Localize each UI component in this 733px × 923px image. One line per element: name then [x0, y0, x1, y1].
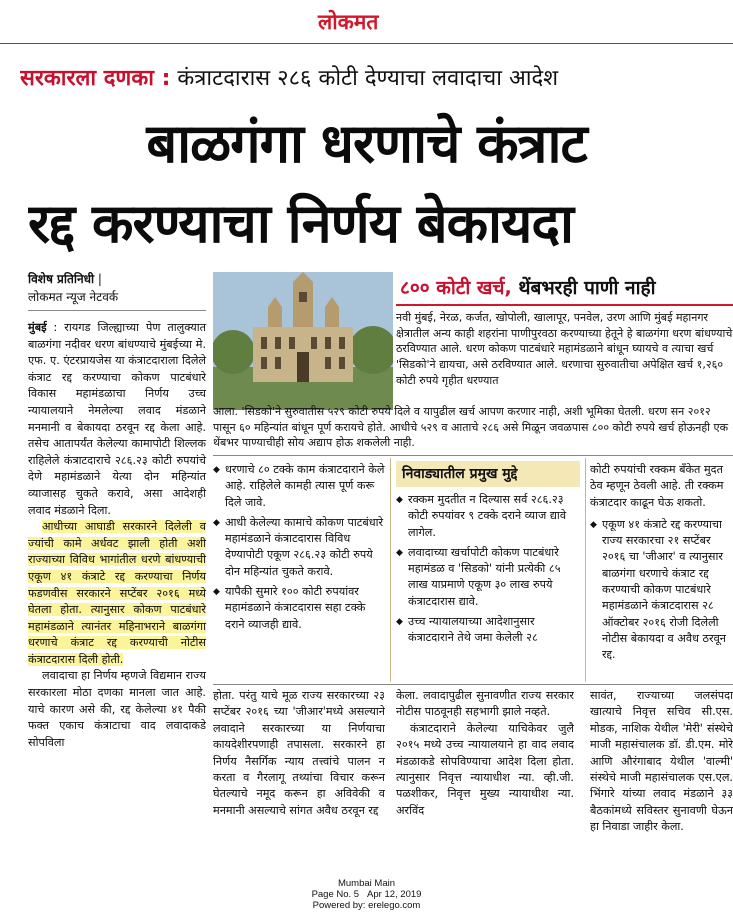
col4-para: सावंत, राज्याच्या जलसंपदा खात्याचे निवृत्त सचिव सी.एस. मोडक, नाशिक येथील 'मेरी' संस्थेचे माजी महासंचालक डॉ. डी.एम. मोरे आणि औरंगाबाद येथील 'वाल्मी' संस्थेचे माजी महासंचालक एस.एल. भिंगारे यांच्या लवाद मंडळाने ३३ बैठकांमध्ये सविस्तर सुनावणी घेऊन हा निवाडा जाहीर केला.: [590, 689, 733, 834]
byline-rule: [28, 310, 206, 311]
page-footer: [0, 878, 733, 911]
masthead: [0, 0, 733, 40]
footer-edition: Mumbai Main: [337, 878, 396, 889]
bullets-left: [213, 462, 385, 637]
lower-divider: [213, 684, 733, 685]
key-point-item: ◆ उच्च न्यायालयाच्या आदेशानुसार कंत्राटदाराने तेथे जमा केलेली २८: [396, 614, 578, 647]
sidebox-wide-paragraph: आला. 'सिडको'ने सुरुवातीस ५२९ कोटी रुपये दिले व यापुढील खर्च आपण करणार नाही, अशी भूमिका घेतली. धरण सन २०१२ पासून ६० महिन्यांत बांधून पूर्ण करायचे होते. आधीचे ५२९ व आताचे २८६ असे मिळून जवळपास ८०० कोटी रुपये खर्च होऊनही एक थेंबभर पाण्याचीही सोय अद्याप होऊ शकलेली नाही.: [213, 405, 729, 450]
sidebox-paragraph: नवी मुंबई, नेरळ, कर्जत, खोपोली, खालापूर, पनवेल, उरण आणि मुंबई महानगर क्षेत्रातील अन्य काही शहरांना पाणीपुरवठा करण्याच्या हेतूने हे बाळगंगा धरण बांधण्याचे ठरविण्यात आले. धरण कोकण पाटबंधारे महामंडळाने बांधून घ्यायचे व त्याचा खर्च 'सिडको'ने द्यायचा, असे ठरविण्यात आले. धरणाचा सुरुवातीचा अपेक्षित खर्च १,२६० कोटी रुपये गृहीत धरण्यात: [396, 311, 733, 387]
kicker-red: सरकारला दणका :: [20, 66, 171, 91]
col1-para-3: लवादाचा हा निर्णय म्हणजे विद्यमान राज्य सरकारला मोठा दणका मानला जात आहे. याचे कारण असे की, रद्द केलेल्या ४१ पैकी फक्त एकाच कंत्राटाचा वाद लवादाकडे सोपविला: [28, 669, 206, 749]
byline-name: विशेष प्रतिनिधी: [28, 272, 95, 286]
right-bullet-item: ◆ एकूण ४१ कंत्राटे रद्द करण्याचा राज्य सरकारचा २१ सप्टेंबर २०१६ चा 'जीआर' व त्यानुसार बाळगंगा धरणाचे कंत्राट रद्द करण्याची कोकण पाटबंधारे महामंडळाने कंत्राटदारास २८ ऑक्टोबर २०१६ रोजी दिलेली नोटीस बेकायदा व अवैध ठरवून रद्द.: [590, 517, 733, 664]
key-point-item: ◆ लवादाच्या खर्चापोटी कोकण पाटबंधारे महामंडळ व 'सिडको' यांनी प्रत्येकी ८५ लाख याप्रमाणे एकूण ३० लाख रुपये कंत्राटदारास द्यावे.: [396, 545, 578, 610]
left-bullet-item: ◆ धरणाचे ८० टक्के काम कंत्राटदाराने केले आहे. राहिलेले कामही त्यास पूर्ण करू दिले जावे.: [213, 462, 385, 511]
footer-powered[interactable]: Powered by: erelego.com: [312, 900, 421, 911]
column-2: [213, 688, 385, 819]
byline-agency: लोकमत न्यूज नेटवर्क: [28, 290, 119, 304]
col3-para-1: केला. लवादापुढील सुनावणीत राज्य सरकार नोटीस पाठवूनही सहभागी झाले नव्हते.: [396, 689, 574, 719]
kicker-line: [20, 64, 733, 94]
kicker-text: कंत्राटदारास २८६ कोटी देण्याचा लवादाचा आदेश: [177, 66, 559, 91]
column-1: [28, 320, 206, 751]
headline-line-1: बाळगंगा धरणाचे कंत्राट: [146, 112, 587, 175]
bombay-high-court-photo: [213, 272, 393, 410]
left-bullet-item: ◆ यापैकी सुमारे १०० कोटी रुपयांवर महामंडळाने कंत्राटदारास सहा टक्के दराने व्याजही द्यावे.: [213, 584, 385, 633]
sidebox-title-red: ८०० कोटी खर्च,: [400, 277, 512, 299]
headline-line-2: रद्द करण्याचा निर्णय बेकायदा: [28, 192, 574, 255]
footer-date: Apr 12, 2019: [367, 889, 422, 900]
sidebox-title: [396, 272, 733, 306]
lokmat-logo: लोकमत: [318, 10, 379, 34]
section-divider: [213, 455, 733, 456]
byline: विशेष प्रतिनिधी | लोकमत न्यूज नेटवर्क: [28, 272, 119, 304]
sidebox-title-black: थेंबभरही पाणी नाही: [511, 277, 656, 299]
left-bullet-item: ◆ आधी केलेल्या कामाचे कोकण पाटबंधारे महामंडळाने कंत्राटदारास विविध देण्यापोटी एकूण २८६.२३ कोटी रुपये दोन महिन्यांत चुकते करावे.: [213, 515, 385, 580]
col3-para-2: कंत्राटदाराने केलेल्या याचिकेवर जुलै २०१५ मध्ये उच्च न्यायालयाने हा वाद लवाद मंडळाकडे सोपविण्याचा आदेश दिला होता. त्यानुसार निवृत्त न्यायाधीश न्या. व्ही.जी. पळशीकर, निवृत्त मुख्य न्यायाधीश न्या. अरविंद: [396, 721, 574, 817]
col2-para: होता. परंतु याचे मूळ राज्य सरकारच्या २३ सप्टेंबर २०१६ च्या 'जीआर'मध्ये असल्याने लवादाने सरकारच्या या निर्णयाचा कायदेशीरपणाही तपासला. सरकारने हा निर्णय नैसर्गिक न्याय तत्त्वांचे पालन न करता व गैरलागू तथ्यांचा विचार करून घेतल्याचे नमूद करून हा अविवेकी व मनमानी असल्याचे सांगत अवैध ठरवून रद्द: [213, 689, 385, 817]
masthead-divider: [0, 43, 733, 44]
court-building-illustration: [213, 272, 393, 410]
column-3: [396, 688, 574, 819]
dateline: मुंबई: [28, 321, 47, 334]
col1-para-1: : रायगड जिल्ह्याच्या पेण तालुक्यात बाळगंगा नदीवर धरण बांधण्याचे मुंबईच्या मे. एफ. ए. एंटरप्रायजेस या कंत्राटदाराला दिलेले कंत्राट रद्द करण्याचा कोकण पाटबंधारे विकास महामंडळाचा निर्णय उच्च न्यायालयाने नेमलेल्या लवाद मंडळाने मनमानी व बेकायदा ठरवून रद्द केला आहे. तसेच आतापर्यंत केलेल्या कामापोटी शिल्लक राहिलेले कंत्राटदाराचे २८६.२३ कोटी रुपयांचे देणे महामंडळाने येत्या दोन महिन्यांत व्याजासह चुकते करावे, असा आदेशही लवाद मंडळाने दिला.: [28, 321, 206, 517]
footer-page: Page No. 5: [311, 889, 360, 900]
key-point-item: ◆ रक्कम मुदतीत न दिल्यास सर्व २८६.२३ कोटी रुपयांवर ९ टक्के दराने व्याज द्यावे लागेल.: [396, 492, 578, 541]
col1-para-2-highlighted: आधीच्या आघाडी सरकारने दिलेली व ज्यांची कामे अर्धवट झाली होती अशी राज्याच्या विविध भागांतील धरणे बांधण्याची एकूण ४१ कंत्राटे रद्द करण्याचा निर्णय फडणवीस सरकारने सप्टेंबर २०१६ मध्ये घेतला होता. त्यानुसार कोकण पाटबंधारे महामंडळाने त्यानंतर महिनाभराने बाळगंगा धरणाचे कंत्राट रद्द करण्याची नोटीस कंत्राटदारास दिली होती.: [28, 520, 206, 666]
key-points-title: निवाड्यातील प्रमुख मुद्दे: [396, 461, 580, 487]
column-4: [590, 688, 733, 836]
right-column-para: कोटी रुपयांची रक्कम बँकेत मुदत ठेव म्हणून ठेवली आहे. ती रक्कम कंत्राटदार काढून घेऊ शकतो.: [590, 463, 724, 509]
key-points-bullets: [396, 492, 578, 651]
bullets-right: [590, 462, 733, 668]
